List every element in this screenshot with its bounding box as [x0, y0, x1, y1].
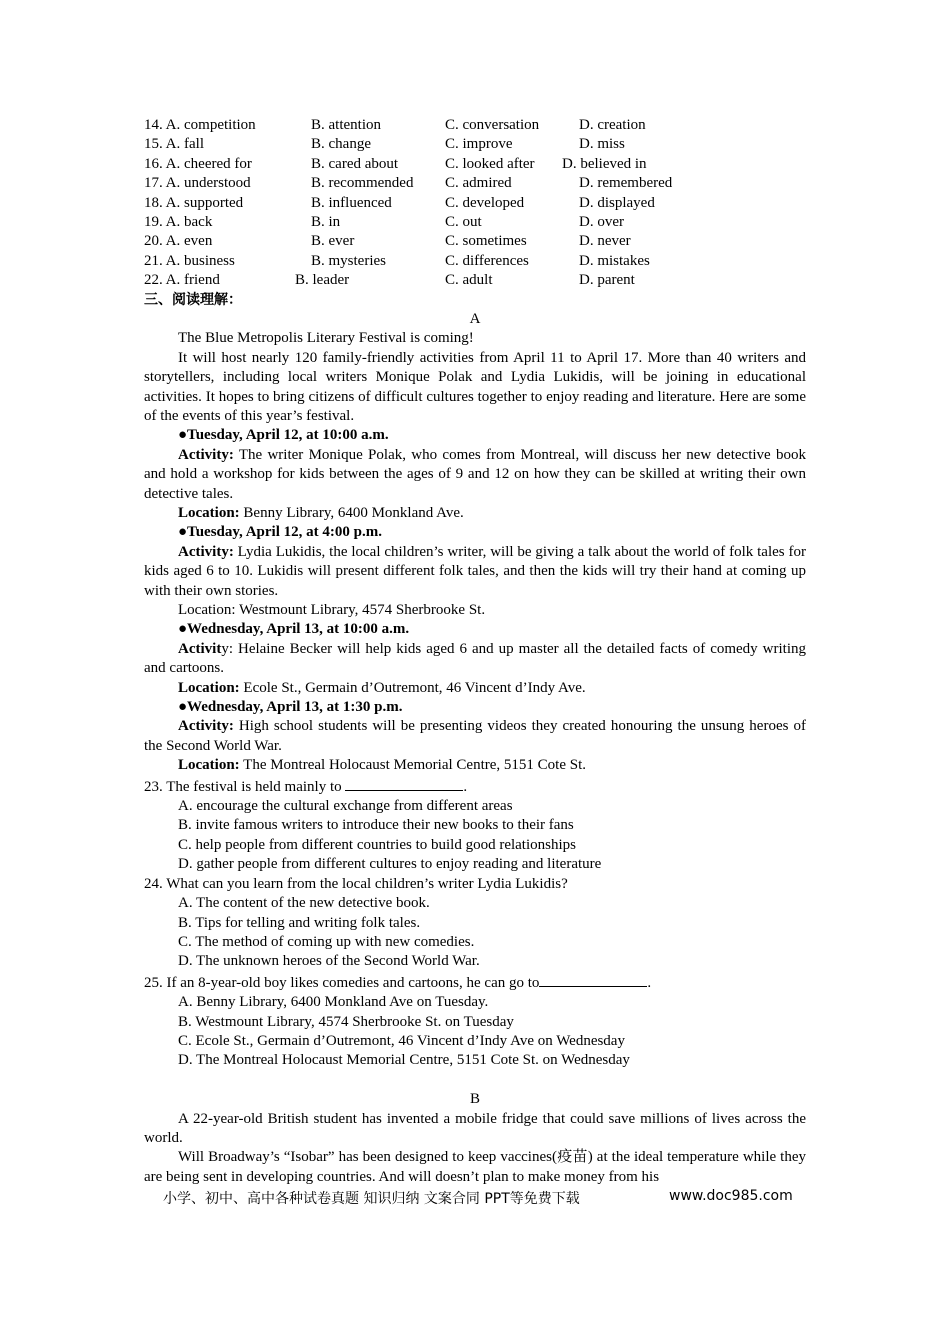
option-a: 17. A. understood: [144, 175, 251, 192]
option-b: B. recommended: [311, 175, 414, 192]
event-activity: [144, 640, 806, 679]
option-d: D. parent: [579, 272, 635, 289]
activity-label: Activity:: [178, 718, 234, 735]
option-c: C. improve: [445, 136, 513, 153]
option-a: 18. A. supported: [144, 194, 244, 211]
option-a: 20. A. even: [144, 233, 213, 250]
option-a: 16. A. cheered for: [144, 155, 252, 172]
answer-option: B. Tips for telling and writing folk tales.: [178, 914, 421, 931]
answer-option: D. gather people from different cultures to enjoy reading and literature: [178, 856, 602, 873]
location-label: Location:: [178, 504, 240, 521]
activity-label-suffix: y:: [221, 640, 233, 657]
event-time: ●Tuesday, April 12, at 10:00 a.m.: [178, 427, 389, 444]
option-b: B. cared about: [311, 155, 399, 172]
option-d: D. miss: [579, 136, 625, 153]
option-d: D. mistakes: [579, 252, 650, 269]
activity-text: The writer Monique Polak, who comes from Montreal, will discuss her new detective book and hold a workshop for kids between the ages of 9 and 12 on how they can be skilled at writing their own detective tales.: [144, 446, 806, 502]
option-d: D. over: [579, 213, 624, 230]
event-location: [144, 679, 806, 698]
option-c: C. out: [445, 213, 482, 230]
option-row: [144, 232, 806, 251]
event-location: [144, 756, 806, 775]
answer-option: D. The Montreal Holocaust Memorial Centre, 5151 Cote St. on Wednesday: [178, 1052, 630, 1069]
answer-blank: [345, 776, 463, 791]
option-d: D. creation: [579, 117, 646, 133]
passage-b-label: B: [469, 1091, 480, 1108]
footer-url: www.doc985.com: [669, 1188, 793, 1204]
option-a: 14. A. competition: [144, 117, 256, 133]
location-text: Ecole St., Germain d’Outremont, 46 Vincent d’Indy Ave.: [239, 679, 586, 696]
option-row: [144, 174, 806, 193]
activity-text: High school students will be presenting videos they created honouring the unsung heroes of the Second World War.: [144, 718, 806, 754]
section-title: 三、阅读理解：: [144, 291, 242, 308]
activity-label: Activity:: [178, 446, 234, 463]
question-stem-end: .: [647, 974, 652, 991]
answer-blank: [539, 972, 647, 987]
option-b: B. influenced: [311, 194, 392, 211]
question-stem-end: .: [463, 778, 468, 795]
activity-text: Lydia Lukidis, the local children’s writer, will be giving a talk about the world of folk tales for kids aged 6 to 10. Lukidis will present different folk tales, and then the kids will try their hand at coming up with their own stories.: [144, 543, 806, 599]
exam-page: [144, 116, 806, 1187]
question-stem: 24. What can you learn from the local children’s writer Lydia Lukidis?: [144, 875, 568, 892]
answer-option: C. Ecole St., Germain d’Outremont, 46 Vincent d’Indy Ave on Wednesday: [178, 1032, 625, 1049]
option-b: B. leader: [295, 272, 350, 289]
event-activity: [144, 717, 806, 756]
footer-text: 小学、初中、高中各种试卷真题 知识归纳 文案合同 PPT等免费下载: [163, 1191, 580, 1207]
activity-text: Helaine Becker will help kids aged 6 and up master all the detailed facts of comedy writing and cartoons.: [144, 640, 806, 677]
location-text: Benny Library, 6400 Monkland Ave.: [239, 504, 464, 521]
option-row: [144, 194, 806, 213]
activity-label: Activity:: [178, 543, 234, 560]
answer-option: C. help people from different countries to build good relationships: [178, 836, 576, 853]
location-text: Location: Westmount Library, 4574 Sherbrooke St.: [178, 602, 486, 619]
question-stem: 25. If an 8-year-old boy likes comedies and cartoons, he can go to: [144, 974, 540, 991]
event-time: ●Tuesday, April 12, at 4:00 p.m.: [178, 524, 382, 541]
option-c: C. looked after: [445, 155, 535, 172]
option-a: 19. A. back: [144, 213, 213, 230]
event-location: [144, 504, 806, 523]
option-d: D. remembered: [579, 175, 673, 192]
location-label: Location:: [178, 757, 240, 774]
option-a: 15. A. fall: [144, 136, 204, 153]
option-c: C. sometimes: [445, 233, 527, 250]
option-d: D. believed in: [562, 155, 647, 172]
option-b: B. ever: [311, 233, 355, 250]
event-activity: [144, 543, 806, 601]
option-row: [144, 135, 806, 154]
option-b: B. change: [311, 136, 371, 153]
page-footer: [163, 1188, 803, 1208]
option-row: [144, 116, 806, 135]
question-25: [144, 972, 806, 993]
option-c: C. conversation: [445, 117, 540, 133]
passage-b-paragraph: Will Broadway’s “Isobar” has been designed to keep vaccines(疫苗) at the ideal temperature while they are being sent in developing countries. And will doesn’t plan to make money from his: [144, 1149, 806, 1185]
question-stem: 23. The festival is held mainly to: [144, 778, 346, 795]
event-location: [144, 601, 806, 620]
activity-label: Activit: [178, 640, 222, 657]
option-b: B. attention: [311, 117, 381, 133]
option-row: [144, 252, 806, 271]
answer-option: A. encourage the cultural exchange from different areas: [178, 798, 513, 815]
option-d: D. never: [579, 233, 631, 250]
answer-option: C. The method of coming up with new comedies.: [178, 933, 475, 950]
option-b: B. in: [311, 213, 341, 230]
event-activity: [144, 446, 806, 504]
option-row: [144, 213, 806, 232]
answer-option: D. The unknown heroes of the Second World War.: [178, 953, 480, 970]
location-text: The Montreal Holocaust Memorial Centre, 5151 Cote St.: [239, 757, 586, 774]
answer-option: B. invite famous writers to introduce their new books to their fans: [178, 817, 574, 834]
option-c: C. differences: [445, 252, 529, 269]
passage-a-label: A: [469, 310, 481, 327]
option-row: [144, 155, 806, 174]
answer-option: A. The content of the new detective book.: [178, 895, 430, 912]
option-a: 21. A. business: [144, 252, 235, 269]
option-row: [144, 271, 806, 290]
spacer: [144, 1071, 806, 1090]
event-time: ●Wednesday, April 13, at 1:30 p.m.: [178, 699, 403, 716]
passage-a-headline: The Blue Metropolis Literary Festival is coming!: [178, 330, 474, 347]
question-23: [144, 776, 806, 797]
option-c: C. adult: [445, 272, 493, 289]
cloze-options: [144, 116, 806, 291]
passage-a-intro: It will host nearly 120 family-friendly activities from April 11 to April 17. More than 40 writers and storytellers, including local writers Monique Polak and Lydia Lukidis, will be joining in educational activities. It hopes to bring citizens of difficult cultures together to enjoy reading and literature. Here are some of the events of this year’s festival.: [144, 349, 806, 424]
passage-b-paragraph: A 22-year-old British student has invented a mobile fridge that could save millions of lives across the world.: [144, 1110, 806, 1146]
answer-option: B. Westmount Library, 4574 Sherbrooke St. on Tuesday: [178, 1013, 514, 1030]
option-c: C. admired: [445, 175, 512, 192]
location-label: Location:: [178, 679, 240, 696]
option-c: C. developed: [445, 194, 525, 211]
option-d: D. displayed: [579, 194, 655, 211]
option-a: 22. A. friend: [144, 272, 220, 289]
event-time: ●Wednesday, April 13, at 10:00 a.m.: [178, 621, 410, 638]
question-24: [144, 875, 806, 894]
option-b: B. mysteries: [311, 252, 386, 269]
answer-option: A. Benny Library, 6400 Monkland Ave on Tuesday.: [178, 994, 489, 1011]
